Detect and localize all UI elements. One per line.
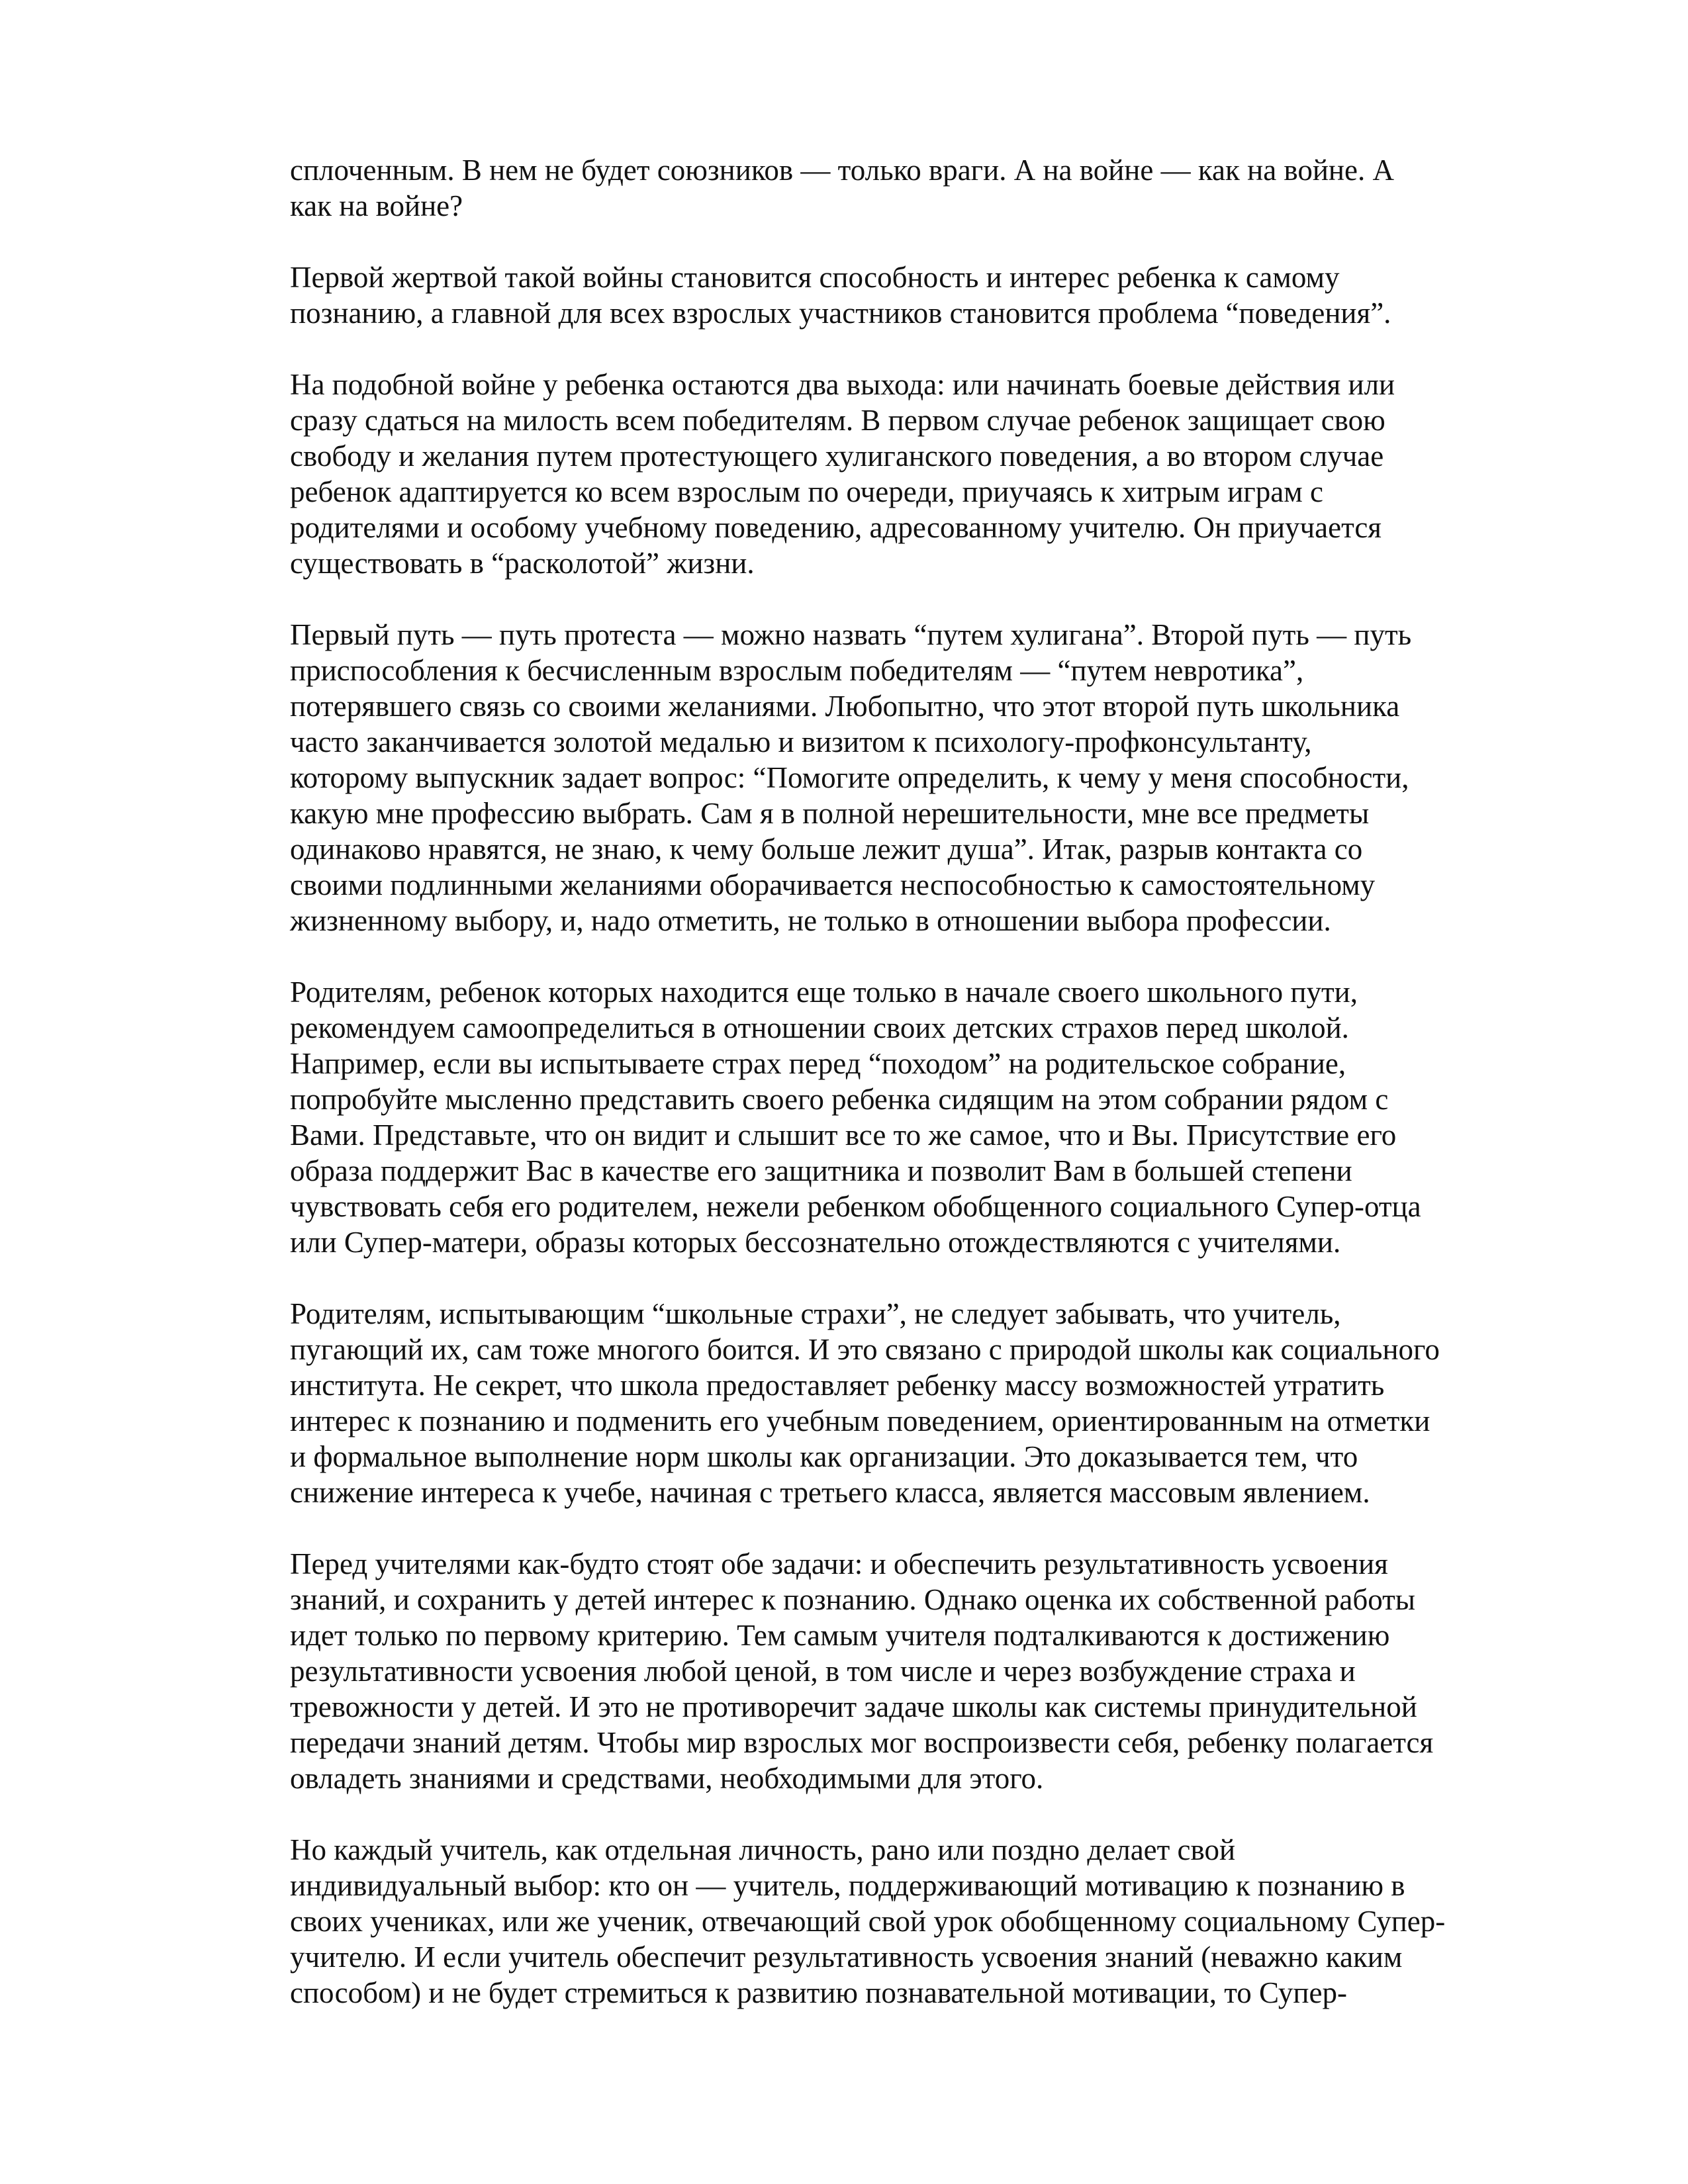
paragraph [290,617,1508,938]
text-line: своими подлинными желаниями оборачивается неспособностью к самостоятельному [290,868,1376,901]
text-line: передачи знаний детям. Чтобы мир взрослых мог воспроизвести себя, ребенку полагается [290,1726,1434,1759]
text-line: Родителям, ребенок которых находится еще только в начале своего школьного пути, [290,976,1358,1009]
text-line: родителями и особому учебному поведению, адресованному учителю. Он приучается [290,511,1382,544]
text-line: сразу сдаться на милость всем победителям. В первом случае ребенок защищает свою [290,404,1385,437]
text-line: Первый путь — путь протеста — можно назвать “путем хулигана”. Второй путь — путь [290,618,1412,651]
paragraph [290,367,1508,581]
text-line: чувствовать себя его родителем, нежели ребенком обобщенного социального Супер-отца [290,1190,1421,1223]
text-line: результативности усвоения любой ценой, в том числе и через возбуждение страха и [290,1655,1356,1688]
text-line: Например, если вы испытываете страх перед “походом” на родительское собрание, [290,1047,1346,1080]
text-line: приспособления к бесчисленным взрослым победителям — “путем невротика”, [290,654,1304,687]
text-line: Вами. Представьте, что он видит и слышит все то же самое, что и Вы. Присутствие его [290,1118,1397,1152]
text-line: интерес к познанию и подменить его учебным поведением, ориентированным на отметки [290,1404,1430,1437]
paragraph [290,259,1508,331]
text-line: сплоченным. В нем не будет союзников — только враги. А на войне — как на войне. А [290,154,1394,187]
paragraph [290,152,1508,224]
text-line: Но каждый учитель, как отдельная личность, рано или поздно делает свой [290,1833,1236,1866]
text-line: Перед учителями как-будто стоят обе задачи: и обеспечить результативность усвоения [290,1547,1388,1580]
text-line: способом) и не будет стремиться к развитию познавательной мотивации, то Супер- [290,1976,1347,2009]
text-line: ребенок адаптируется ко всем взрослым по очереди, приучаясь к хитрым играм с [290,475,1323,508]
text-line: жизненному выбору, и, надо отметить, не только в отношении выбора профессии. [290,904,1331,937]
text-line: как на войне? [290,189,463,222]
text-line: часто заканчивается золотой медалью и визитом к психологу-профконсультанту, [290,725,1312,758]
text-line: Первой жертвой такой войны становится способность и интерес ребенка к самому [290,261,1340,294]
text-line: и формальное выполнение норм школы как организации. Это доказывается тем, что [290,1440,1358,1473]
text-line: снижение интереса к учебе, начиная с третьего класса, является массовым явлением. [290,1476,1370,1509]
text-line: образа поддержит Вас в качестве его защитника и позволит Вам в большей степени [290,1154,1352,1187]
text-line: института. Не секрет, что школа предоставляет ребенку массу возможностей утратить [290,1369,1385,1402]
text-line: своих учениках, или же ученик, отвечающий свой урок обобщенному социальному Супер- [290,1905,1446,1938]
text-line: попробуйте мысленно представить своего ребенка сидящим на этом собрании рядом с [290,1083,1389,1116]
text-line: или Супер-матери, образы которых бессознательно отождествляются с учителями. [290,1226,1341,1259]
text-line: свободу и желания путем протестующего хулиганского поведения, а во втором случае [290,439,1384,473]
paragraph [290,1296,1508,1510]
text-column [290,152,1508,2046]
text-line: На подобной войне у ребенка остаются два выхода: или начинать боевые действия или [290,368,1395,401]
text-line: индивидуальный выбор: кто он — учитель, поддерживающий мотивацию к познанию в [290,1869,1405,1902]
paragraph [290,1546,1508,1796]
text-line: знаний, и сохранить у детей интерес к познанию. Однако оценка их собственной работы [290,1583,1416,1616]
text-line: овладеть знаниями и средствами, необходимыми для этого. [290,1762,1044,1795]
text-line: познанию, а главной для всех взрослых участников становится проблема “поведения”. [290,296,1391,330]
text-line: идет только по первому критерию. Тем самым учителя подталкиваются к достижению [290,1619,1390,1652]
text-line: пугающий их, сам тоже многого боится. И это связано с природой школы как социального [290,1333,1440,1366]
text-line: существовать в “расколотой” жизни. [290,547,755,580]
text-line: учителю. И если учитель обеспечит результативность усвоения знаний (неважно каким [290,1940,1403,1974]
paragraph [290,1832,1508,2011]
text-line: потерявшего связь со своими желаниями. Любопытно, что этот второй путь школьника [290,690,1400,723]
text-line: какую мне профессию выбрать. Сам я в полной нерешительности, мне все предметы [290,797,1370,830]
text-line: рекомендуем самоопределиться в отношении своих детских страхов перед школой. [290,1011,1349,1044]
text-line: тревожности у детей. И это не противоречит задаче школы как системы принудительной [290,1690,1417,1723]
text-line: одинаково нравятся, не знаю, к чему больше лежит душа”. Итак, разрыв контакта со [290,833,1363,866]
text-line: которому выпускник задает вопрос: “Помогите определить, к чему у меня способности, [290,761,1409,794]
paragraph [290,974,1508,1260]
text-line: Родителям, испытывающим “школьные страхи”, не следует забывать, что учитель, [290,1297,1341,1330]
